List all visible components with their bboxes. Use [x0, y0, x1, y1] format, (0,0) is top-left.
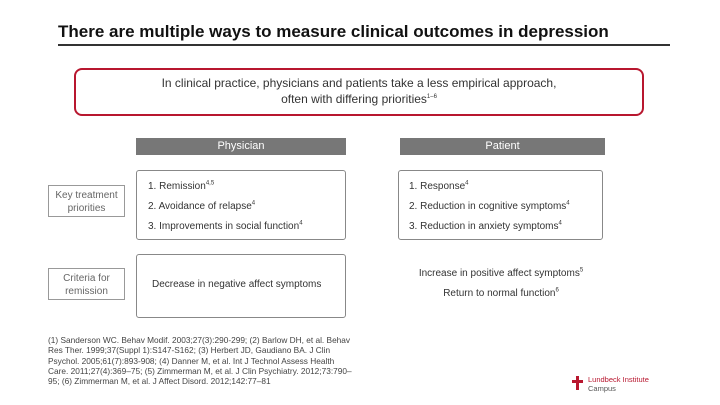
- intro-line-2: [76, 91, 642, 107]
- patient-criteria-2-sup: 6: [555, 287, 559, 294]
- patient-priority-2-sup: 4: [566, 200, 570, 207]
- patient-criteria-2: [413, 288, 589, 299]
- patient-priority-3-text: 3. Reduction in anxiety symptoms: [409, 221, 559, 232]
- reference-line: 95; (6) Zimmerman M, et al. J Affect Disord. 2012;142:77–81: [48, 376, 271, 387]
- lundbeck-logo-text: [588, 375, 649, 393]
- physician-priorities-panel: [136, 170, 346, 240]
- physician-priority-3: [148, 221, 303, 232]
- references: [48, 335, 378, 386]
- physician-priority-3-text: 3. Improvements in social function: [148, 221, 300, 232]
- patient-priority-2: [409, 201, 570, 212]
- title-divider: [58, 44, 670, 46]
- reference-line: Res Ther. 1999;37(Suppl 1):S147-S162; (3) Herbert JD, Gaudiano BA. J Clin: [48, 345, 331, 356]
- physician-priority-1-text: 1. Remission: [148, 181, 206, 192]
- row-label-criteria: Criteria for remission: [48, 268, 125, 300]
- intro-line-2-text: often with differing priorities: [281, 92, 427, 106]
- patient-criteria-1-sup: 5: [579, 267, 584, 274]
- patient-priorities-panel: [398, 170, 603, 240]
- physician-column-header: Physician: [136, 138, 346, 155]
- physician-priority-2-sup: 4: [251, 200, 256, 207]
- patient-priority-3-sup: 4: [558, 220, 562, 227]
- patient-priority-3: [409, 221, 562, 232]
- reference-line: Psychol. 2005;61(7):893-908; (4) Danner M, et al. Int J Technol Assess Health: [48, 355, 335, 366]
- intro-line-2-sup: 1–6: [426, 94, 437, 100]
- patient-criteria-1-text: Increase in positive affect symptoms: [418, 268, 580, 279]
- patient-priority-1-sup: 4: [465, 180, 469, 187]
- patient-column-header: Patient: [400, 138, 605, 155]
- reference-line: (1) Sanderson WC. Behav Modif. 2003;27(3):290-299; (2) Barlow DH, et al. Behav: [48, 335, 351, 345]
- physician-priority-1: [148, 181, 214, 192]
- patient-criteria-2-text: Return to normal function: [443, 288, 556, 299]
- physician-priority-2: [148, 201, 255, 212]
- patient-priority-2-text: 2. Reduction in cognitive symptoms: [409, 201, 567, 212]
- physician-priority-2-text: 2. Avoidance of relapse: [148, 201, 252, 212]
- row-label-treatment: Key treatment priorities: [48, 185, 125, 217]
- intro-line-1: In clinical practice, physicians and patients take a less empirical approach,: [161, 76, 557, 90]
- physician-priority-1-sup: 4,5: [205, 180, 215, 187]
- reference-line: Care. 2011;27(4):369–75; (5) Zimmerman M, et al. J Clin Psychiatry. 2012;73:790–: [48, 365, 352, 376]
- intro-callout: [74, 68, 644, 116]
- logo-line-1: Lundbeck Institute: [588, 375, 649, 384]
- physician-priority-3-sup: 4: [299, 220, 303, 227]
- slide-title: There are multiple ways to measure clinical outcomes in depression: [58, 22, 609, 41]
- physician-criteria-text: Decrease in negative affect symptoms: [152, 279, 322, 290]
- physician-criteria-panel: [136, 254, 346, 318]
- lundbeck-logo-icon: [572, 376, 583, 390]
- patient-priority-1: [409, 181, 469, 192]
- logo-line-2: Campus: [588, 384, 616, 393]
- patient-criteria-1: [413, 268, 589, 279]
- patient-priority-1-text: 1. Response: [409, 181, 466, 192]
